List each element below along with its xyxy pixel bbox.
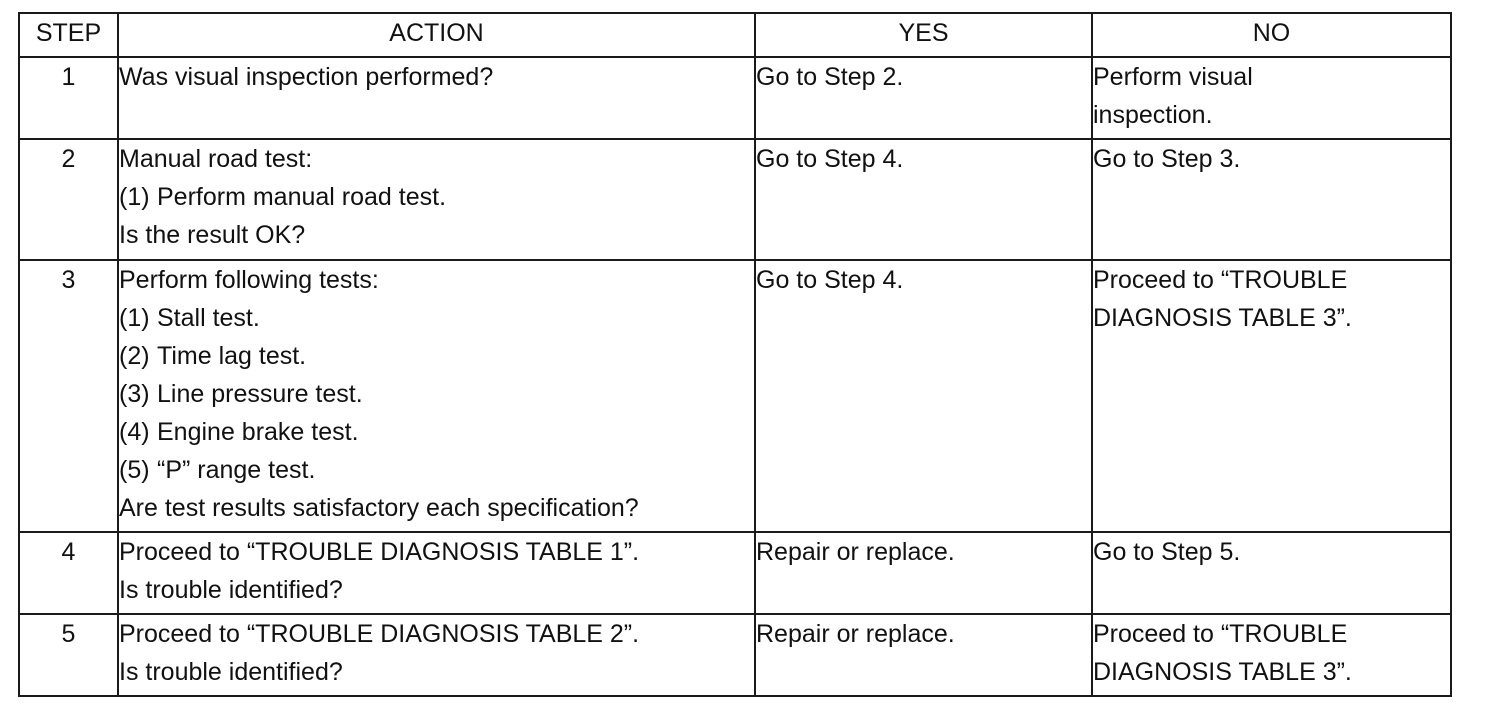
step-number: 2 <box>19 139 118 260</box>
substep-text: “P” range test. <box>157 456 316 484</box>
yes-text: Repair or replace. <box>756 620 955 648</box>
action-substep <box>119 413 754 451</box>
yes-text: Go to Step 2. <box>756 63 904 91</box>
substep-number: (5) <box>119 456 150 484</box>
yes-cell <box>755 260 1092 532</box>
step-number: 4 <box>19 532 118 614</box>
table-row <box>19 260 1451 532</box>
diagnosis-table <box>18 12 1452 697</box>
substep-text: Stall test. <box>157 304 260 332</box>
no-text: Proceed to “TROUBLE <box>1093 266 1348 294</box>
action-question: Is trouble identified? <box>119 658 343 686</box>
yes-cell <box>755 532 1092 614</box>
substep-number: (1) <box>119 304 150 332</box>
no-text: Go to Step 5. <box>1093 538 1241 566</box>
action-text: Proceed to “TROUBLE DIAGNOSIS TABLE 1”. <box>119 538 640 566</box>
step-number: 1 <box>19 57 118 139</box>
action-cell <box>118 260 755 532</box>
substep-text: Perform manual road test. <box>157 183 447 211</box>
yes-text: Go to Step 4. <box>756 266 904 294</box>
action-text: Was visual inspection performed? <box>119 63 494 91</box>
substep-number: (2) <box>119 342 150 370</box>
header-row <box>19 13 1451 57</box>
header-yes: YES <box>755 13 1092 57</box>
action-substep <box>119 451 754 489</box>
action-question: Is trouble identified? <box>119 576 343 604</box>
action-text: Manual road test: <box>119 145 313 173</box>
action-cell <box>118 57 755 139</box>
no-text: Proceed to “TROUBLE <box>1093 620 1348 648</box>
substep-number: (1) <box>119 183 150 211</box>
no-text: Go to Step 3. <box>1093 145 1241 173</box>
action-substep <box>119 375 754 413</box>
no-cell <box>1092 139 1451 260</box>
step-number: 3 <box>19 260 118 532</box>
no-cell <box>1092 614 1451 696</box>
header-step: STEP <box>19 13 118 57</box>
action-substep <box>119 299 754 337</box>
action-question: Is the result OK? <box>119 221 306 249</box>
action-cell <box>118 532 755 614</box>
no-text: DIAGNOSIS TABLE 3”. <box>1093 304 1352 332</box>
substep-text: Line pressure test. <box>157 380 363 408</box>
yes-text: Go to Step 4. <box>756 145 904 173</box>
action-substep <box>119 178 754 216</box>
action-question: Are test results satisfactory each specification? <box>119 494 639 522</box>
table-row <box>19 614 1451 696</box>
substep-text: Time lag test. <box>157 342 307 370</box>
yes-cell <box>755 614 1092 696</box>
no-cell <box>1092 57 1451 139</box>
header-no: NO <box>1092 13 1451 57</box>
yes-cell <box>755 139 1092 260</box>
no-cell <box>1092 532 1451 614</box>
action-cell <box>118 614 755 696</box>
table-row <box>19 532 1451 614</box>
action-text: Proceed to “TROUBLE DIAGNOSIS TABLE 2”. <box>119 620 640 648</box>
no-text: DIAGNOSIS TABLE 3”. <box>1093 658 1352 686</box>
table-row <box>19 57 1451 139</box>
substep-text: Engine brake test. <box>157 418 359 446</box>
no-text: Perform visual <box>1093 63 1253 91</box>
table-row <box>19 139 1451 260</box>
substep-number: (3) <box>119 380 150 408</box>
action-cell <box>118 139 755 260</box>
action-substep <box>119 337 754 375</box>
action-text: Perform following tests: <box>119 266 379 294</box>
substep-number: (4) <box>119 418 150 446</box>
yes-cell <box>755 57 1092 139</box>
yes-text: Repair or replace. <box>756 538 955 566</box>
header-action: ACTION <box>118 13 755 57</box>
no-text: inspection. <box>1093 101 1213 129</box>
no-cell <box>1092 260 1451 532</box>
step-number: 5 <box>19 614 118 696</box>
